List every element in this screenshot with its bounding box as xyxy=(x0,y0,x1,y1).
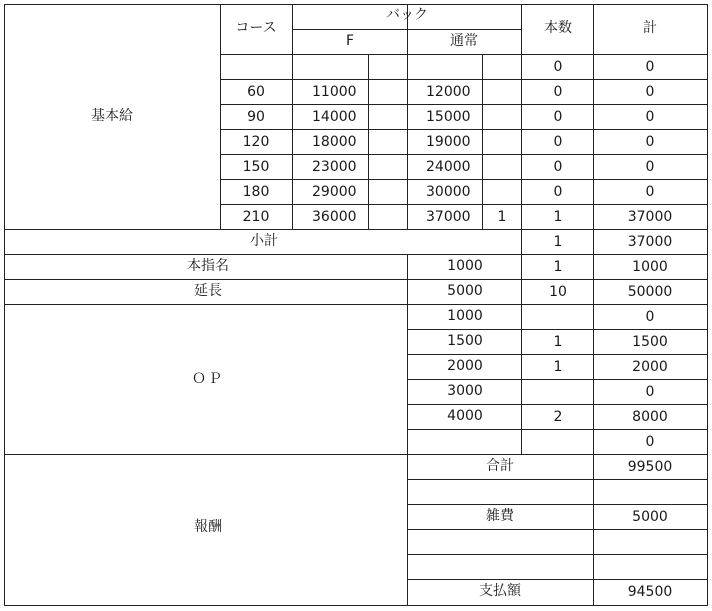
blank-row-count: 0 xyxy=(553,59,563,75)
extension-price: 5000 xyxy=(447,283,483,299)
course-row-count: 0 xyxy=(553,84,563,100)
course-row-normal-qty: 1 xyxy=(497,209,507,225)
course-row-course: 60 xyxy=(247,84,265,100)
subtotal-count: 1 xyxy=(553,234,563,250)
course-row-f: 29000 xyxy=(312,184,357,200)
course-row-total: 0 xyxy=(645,159,655,175)
option-row-total: 0 xyxy=(645,434,655,450)
course-row-normal: 24000 xyxy=(426,159,471,175)
course-row-f: 23000 xyxy=(312,159,357,175)
course-row-count: 0 xyxy=(553,184,563,200)
payroll-sheet xyxy=(4,4,708,606)
option-row-price: 4000 xyxy=(447,408,483,424)
course-row-f: 14000 xyxy=(312,109,357,125)
nomination-total: 1000 xyxy=(632,259,668,275)
header-count: 本数 xyxy=(544,20,572,36)
course-row-f: 11000 xyxy=(312,84,357,100)
header-back: バック xyxy=(386,7,428,23)
extension-count: 10 xyxy=(549,284,567,300)
header-course: コース xyxy=(235,20,277,36)
option-row-count: 2 xyxy=(553,409,563,425)
course-row-total: 0 xyxy=(645,134,655,150)
option-row-total: 2000 xyxy=(632,359,668,375)
course-row-count: 0 xyxy=(553,109,563,125)
nomination-price: 1000 xyxy=(447,258,483,274)
misc-fee-label: 雑費 xyxy=(486,508,514,524)
course-row-count: 0 xyxy=(553,159,563,175)
option-row-price: 2000 xyxy=(447,358,483,374)
course-row-course: 210 xyxy=(242,209,270,225)
course-row-f: 18000 xyxy=(312,134,357,150)
course-row-total: 0 xyxy=(645,109,655,125)
course-row-course: 150 xyxy=(242,159,270,175)
option-row-total: 8000 xyxy=(632,409,668,425)
options-label: ＯＰ xyxy=(192,371,224,387)
grand-total-label: 合計 xyxy=(486,458,514,474)
course-row-total: 0 xyxy=(645,184,655,200)
course-row-normal: 12000 xyxy=(426,84,471,100)
course-row-course: 180 xyxy=(242,184,270,200)
course-row-normal: 15000 xyxy=(426,109,471,125)
subtotal-total: 37000 xyxy=(627,234,673,250)
course-row-normal: 19000 xyxy=(426,134,471,150)
option-row-total: 1500 xyxy=(632,334,668,350)
course-row-course: 120 xyxy=(242,134,270,150)
extension-label: 延長 xyxy=(194,283,222,299)
grand-total-value: 99500 xyxy=(627,459,673,475)
course-row-total: 0 xyxy=(645,84,655,100)
blank-row-total: 0 xyxy=(645,59,655,75)
nomination-label: 本指名 xyxy=(187,258,229,274)
option-row-count: 1 xyxy=(553,334,563,350)
option-row-price: 1000 xyxy=(447,308,483,324)
course-row-normal: 37000 xyxy=(426,209,471,225)
option-row-price: 3000 xyxy=(447,383,483,399)
header-back-f: F xyxy=(345,33,355,49)
payment-label: 支払額 xyxy=(479,583,521,599)
option-row-price: 1500 xyxy=(447,333,483,349)
remuneration-label: 報酬 xyxy=(194,519,222,535)
header-back-normal: 通常 xyxy=(450,33,478,49)
header-total: 計 xyxy=(643,20,657,36)
option-row-total: 0 xyxy=(645,384,655,400)
misc-fee-value: 5000 xyxy=(632,509,668,525)
course-row-count: 0 xyxy=(553,134,563,150)
base-pay-label: 基本給 xyxy=(91,108,133,124)
course-row-f: 36000 xyxy=(312,209,357,225)
course-row-count: 1 xyxy=(553,209,563,225)
nomination-count: 1 xyxy=(553,259,563,275)
payment-value: 94500 xyxy=(627,584,673,600)
option-row-count: 1 xyxy=(553,359,563,375)
option-row-total: 0 xyxy=(645,309,655,325)
course-row-normal: 30000 xyxy=(426,184,471,200)
extension-total: 50000 xyxy=(627,284,673,300)
course-row-course: 90 xyxy=(247,109,265,125)
subtotal-label: 小計 xyxy=(250,233,278,249)
course-row-total: 37000 xyxy=(627,209,673,225)
